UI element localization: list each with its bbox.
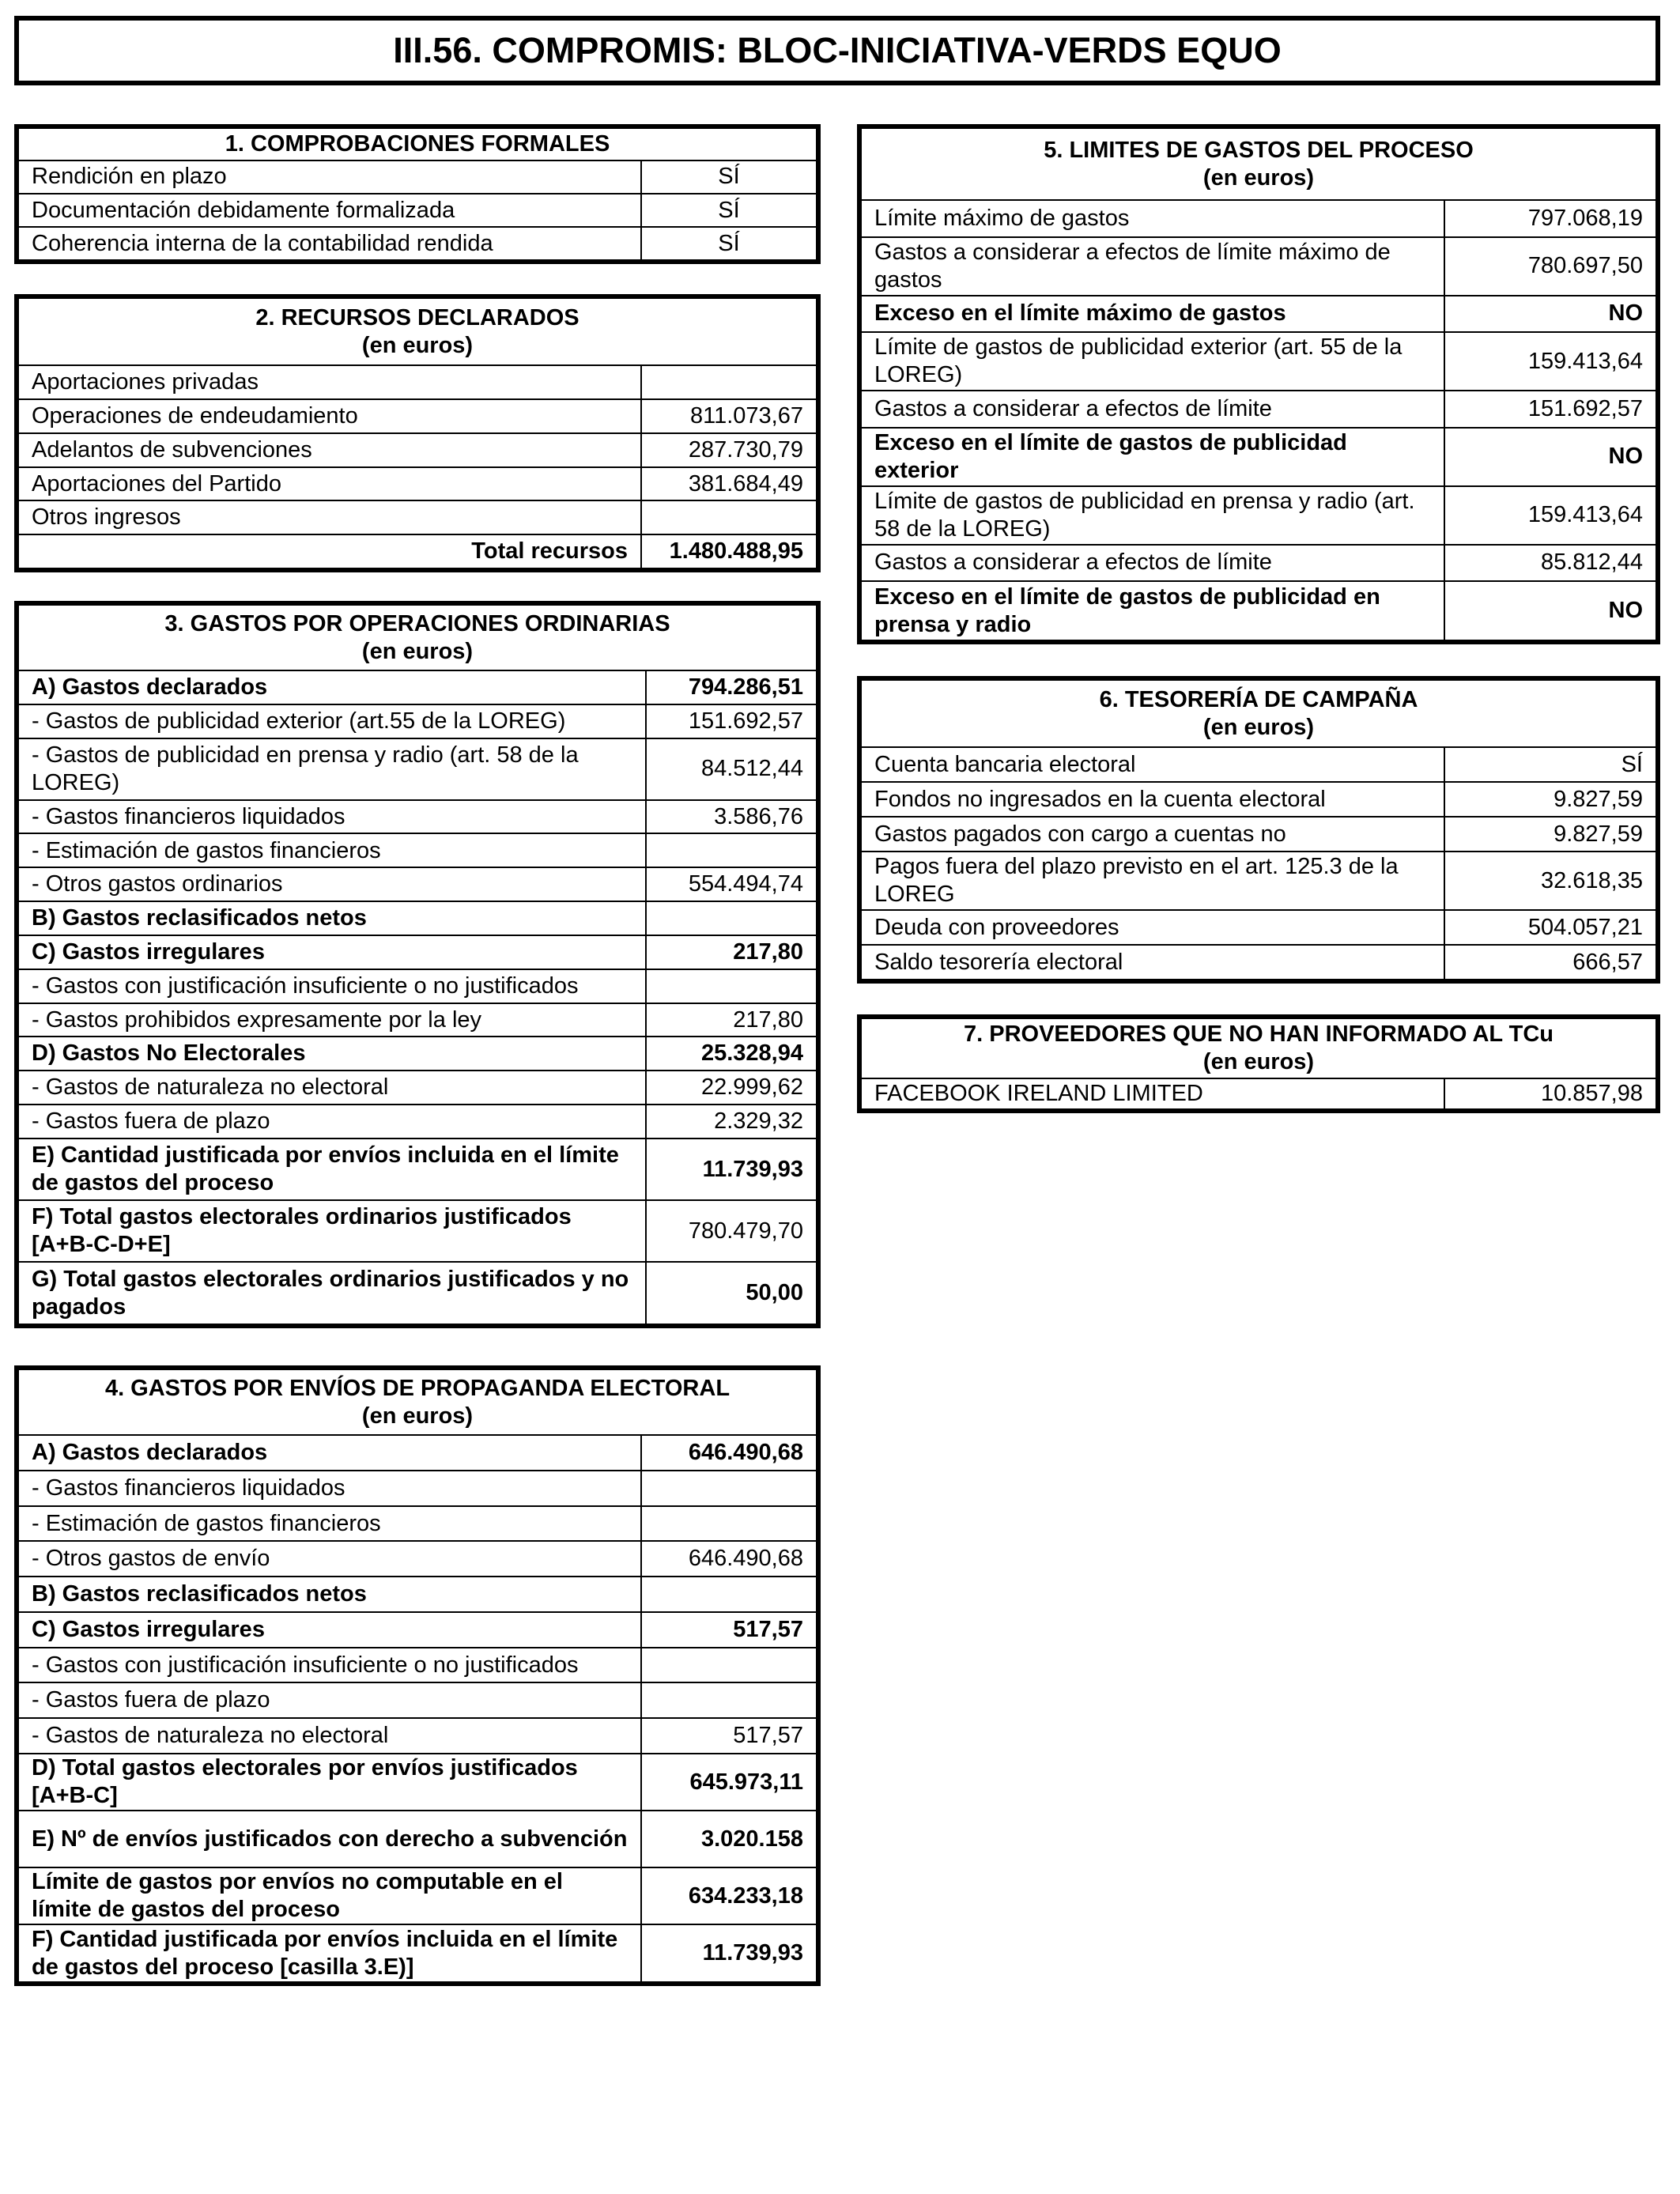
- row-value: 3.586,76: [646, 800, 816, 834]
- row-label: Documentación debidamente formalizada: [19, 194, 641, 227]
- row-value: 217,80: [646, 1003, 816, 1037]
- row-label: - Gastos de publicidad en prensa y radio (art. 58 de la LOREG): [19, 738, 646, 800]
- row-value: 381.684,49: [641, 467, 816, 501]
- section-header: 2. RECURSOS DECLARADOS (en euros): [19, 299, 816, 365]
- row-value: 159.413,64: [1444, 332, 1655, 391]
- row-value: 811.073,67: [641, 399, 816, 433]
- row-label: Gastos a considerar a efectos de límite: [862, 391, 1444, 428]
- row-label: - Gastos fuera de plazo: [19, 1105, 646, 1139]
- row-value: 2.329,32: [646, 1105, 816, 1139]
- section-header: 7. PROVEEDORES QUE NO HAN INFORMADO AL TCu (en euros): [862, 1019, 1655, 1078]
- row-label: Operaciones de endeudamiento: [19, 399, 641, 433]
- row-label: Pagos fuera del plazo previsto en el art. 125.3 de la LOREG: [862, 852, 1444, 910]
- section-tesoreria-campana: [857, 676, 1660, 984]
- row-label: - Gastos con justificación insuficiente o no justificados: [19, 969, 646, 1003]
- row-label: - Otros gastos ordinarios: [19, 867, 646, 901]
- row-value: NO: [1444, 428, 1655, 486]
- row-label: - Gastos financieros liquidados: [19, 800, 646, 834]
- row-value: 780.479,70: [646, 1200, 816, 1262]
- row-label: - Gastos de naturaleza no electoral: [19, 1071, 646, 1105]
- section-comprobaciones-formales: [14, 124, 821, 264]
- total-label: Total recursos: [19, 534, 641, 568]
- row-label: Límite de gastos de publicidad exterior (art. 55 de la LOREG): [862, 332, 1444, 391]
- section-header: 4. GASTOS POR ENVÍOS DE PROPAGANDA ELECTORAL (en euros): [19, 1370, 816, 1435]
- row-label: A) Gastos declarados: [19, 670, 646, 704]
- row-value: 634.233,18: [641, 1867, 816, 1924]
- row-value: 287.730,79: [641, 433, 816, 467]
- row-label: B) Gastos reclasificados netos: [19, 1577, 641, 1612]
- page-title: III.56. COMPROMIS: BLOC-INICIATIVA-VERDS EQUO: [14, 16, 1660, 85]
- row-value: [646, 833, 816, 867]
- row-value: 517,57: [641, 1612, 816, 1648]
- row-label: - Gastos de publicidad exterior (art.55 de la LOREG): [19, 704, 646, 738]
- row-value: 159.413,64: [1444, 486, 1655, 545]
- row-label: Adelantos de subvenciones: [19, 433, 641, 467]
- row-value: 151.692,57: [646, 704, 816, 738]
- section-recursos-declarados: [14, 294, 821, 572]
- section-proveedores: [857, 1014, 1660, 1113]
- row-value: SÍ: [641, 227, 816, 259]
- row-label: Gastos a considerar a efectos de límite máximo de gastos: [862, 237, 1444, 296]
- row-label: Gastos a considerar a efectos de límite: [862, 545, 1444, 582]
- section-header: 5. LIMITES DE GASTOS DEL PROCESO (en euros): [862, 129, 1655, 200]
- row-label: - Gastos con justificación insuficiente o no justificados: [19, 1648, 641, 1683]
- row-label: E) Cantidad justificada por envíos incluida en el límite de gastos del proceso: [19, 1139, 646, 1200]
- row-value: 554.494,74: [646, 867, 816, 901]
- row-value: [646, 969, 816, 1003]
- row-value: 780.697,50: [1444, 237, 1655, 296]
- row-label: - Otros gastos de envío: [19, 1541, 641, 1577]
- row-label: F) Cantidad justificada por envíos incluida en el límite de gastos del proceso [casilla 3.E)]: [19, 1924, 641, 1981]
- row-label: Coherencia interna de la contabilidad rendida: [19, 227, 641, 259]
- section-header: 6. TESORERÍA DE CAMPAÑA (en euros): [862, 681, 1655, 747]
- row-value: 10.857,98: [1444, 1078, 1655, 1108]
- row-value: 3.020.158: [641, 1811, 816, 1867]
- row-value: 797.068,19: [1444, 200, 1655, 237]
- row-label: Fondos no ingresados en la cuenta electoral: [862, 782, 1444, 817]
- row-value: SÍ: [641, 194, 816, 227]
- row-value: 22.999,62: [646, 1071, 816, 1105]
- row-value: 646.490,68: [641, 1435, 816, 1471]
- row-value: 517,57: [641, 1718, 816, 1754]
- row-label: Límite máximo de gastos: [862, 200, 1444, 237]
- row-value: 151.692,57: [1444, 391, 1655, 428]
- row-value: 85.812,44: [1444, 545, 1655, 582]
- row-value: [646, 901, 816, 935]
- section-gastos-ordinarios: [14, 601, 821, 1328]
- row-label: - Gastos financieros liquidados: [19, 1471, 641, 1506]
- row-label: Límite de gastos de publicidad en prensa y radio (art. 58 de la LOREG): [862, 486, 1444, 545]
- row-label: Exceso en el límite de gastos de publicidad exterior: [862, 428, 1444, 486]
- row-value: [641, 500, 816, 534]
- section-limites-gastos: [857, 124, 1660, 644]
- row-value: 646.490,68: [641, 1541, 816, 1577]
- section-gastos-envios: [14, 1365, 821, 1986]
- row-label: E) Nº de envíos justificados con derecho a subvención: [19, 1811, 641, 1867]
- row-value: 9.827,59: [1444, 817, 1655, 852]
- row-label: FACEBOOK IRELAND LIMITED: [862, 1078, 1444, 1108]
- row-label: Deuda con proveedores: [862, 910, 1444, 945]
- row-label: Exceso en el límite de gastos de publicidad en prensa y radio: [862, 581, 1444, 640]
- row-label: D) Gastos No Electorales: [19, 1037, 646, 1071]
- row-value: NO: [1444, 581, 1655, 640]
- row-label: Gastos pagados con cargo a cuentas no: [862, 817, 1444, 852]
- row-label: D) Total gastos electorales por envíos justificados [A+B-C]: [19, 1754, 641, 1811]
- row-value: [641, 1648, 816, 1683]
- row-label: Límite de gastos por envíos no computable en el límite de gastos del proceso: [19, 1867, 641, 1924]
- row-label: C) Gastos irregulares: [19, 935, 646, 969]
- row-value: [641, 1471, 816, 1506]
- row-value: SÍ: [1444, 747, 1655, 782]
- row-value: 666,57: [1444, 945, 1655, 979]
- row-value: 25.328,94: [646, 1037, 816, 1071]
- row-label: - Estimación de gastos financieros: [19, 1506, 641, 1542]
- row-label: Otros ingresos: [19, 500, 641, 534]
- row-value: SÍ: [641, 160, 816, 194]
- row-value: 504.057,21: [1444, 910, 1655, 945]
- row-label: Rendición en plazo: [19, 160, 641, 194]
- row-label: F) Total gastos electorales ordinarios justificados [A+B-C-D+E]: [19, 1200, 646, 1262]
- row-value: 794.286,51: [646, 670, 816, 704]
- row-label: Aportaciones del Partido: [19, 467, 641, 501]
- row-label: Exceso en el límite máximo de gastos: [862, 296, 1444, 333]
- row-value: [641, 365, 816, 399]
- row-label: C) Gastos irregulares: [19, 1612, 641, 1648]
- row-value: 217,80: [646, 935, 816, 969]
- row-label: - Gastos prohibidos expresamente por la ley: [19, 1003, 646, 1037]
- row-value: [641, 1506, 816, 1542]
- section-header: 3. GASTOS POR OPERACIONES ORDINARIAS (en euros): [19, 606, 816, 670]
- row-value: 9.827,59: [1444, 782, 1655, 817]
- row-label: B) Gastos reclasificados netos: [19, 901, 646, 935]
- row-value: 645.973,11: [641, 1754, 816, 1811]
- row-value: [641, 1682, 816, 1718]
- row-label: Saldo tesorería electoral: [862, 945, 1444, 979]
- row-label: - Gastos de naturaleza no electoral: [19, 1718, 641, 1754]
- row-label: G) Total gastos electorales ordinarios justificados y no pagados: [19, 1262, 646, 1324]
- row-value: 84.512,44: [646, 738, 816, 800]
- row-label: Cuenta bancaria electoral: [862, 747, 1444, 782]
- row-label: A) Gastos declarados: [19, 1435, 641, 1471]
- row-label: - Gastos fuera de plazo: [19, 1682, 641, 1718]
- total-value: 1.480.488,95: [641, 534, 816, 568]
- row-value: [641, 1577, 816, 1612]
- row-label: Aportaciones privadas: [19, 365, 641, 399]
- row-value: 11.739,93: [641, 1924, 816, 1981]
- row-value: NO: [1444, 296, 1655, 333]
- row-value: 50,00: [646, 1262, 816, 1324]
- row-value: 11.739,93: [646, 1139, 816, 1200]
- row-value: 32.618,35: [1444, 852, 1655, 910]
- row-label: - Estimación de gastos financieros: [19, 833, 646, 867]
- section-header: 1. COMPROBACIONES FORMALES: [19, 129, 816, 160]
